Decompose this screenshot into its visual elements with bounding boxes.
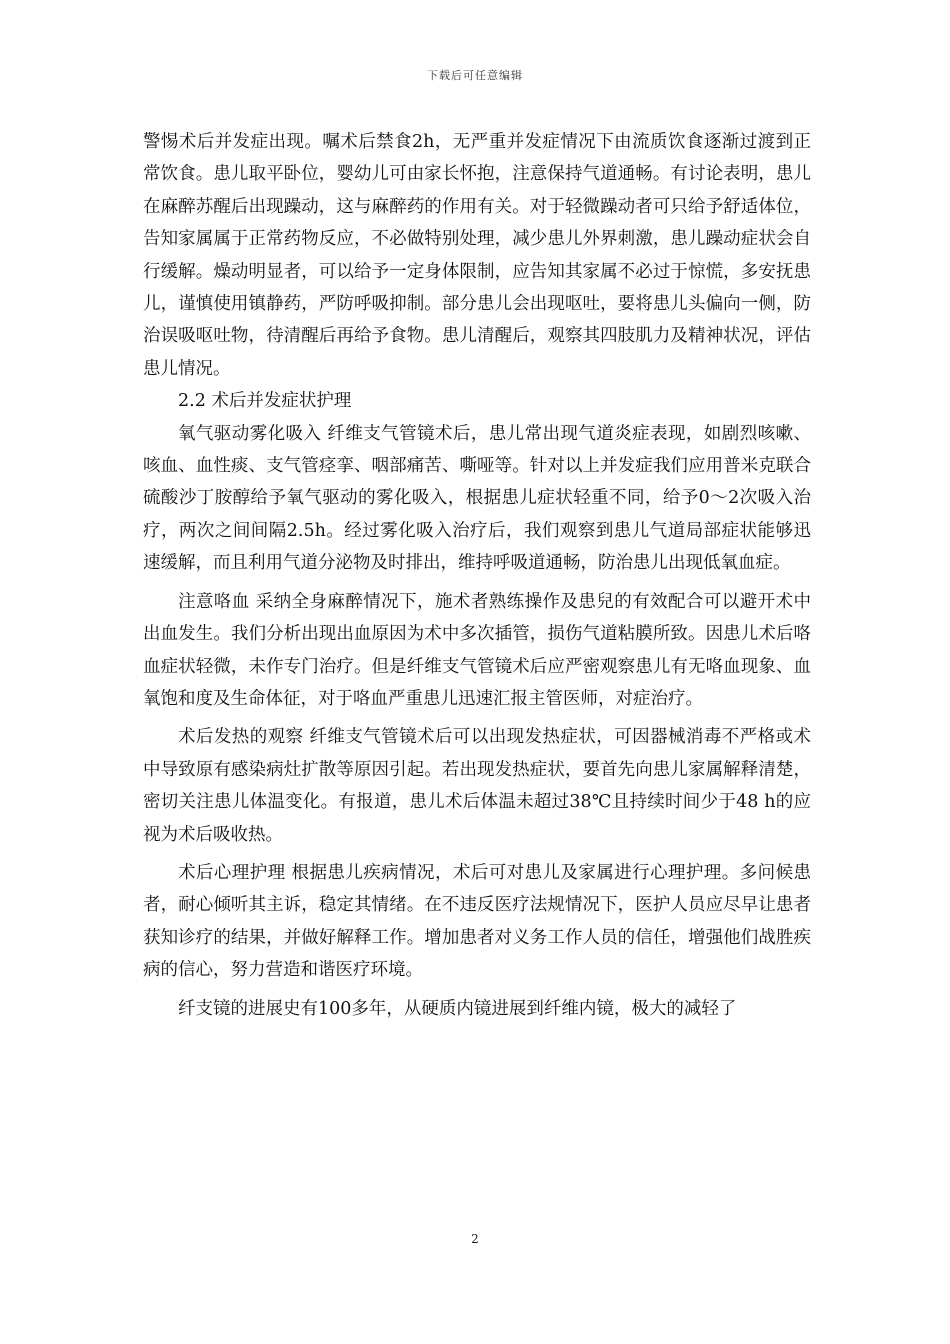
paragraph-postop-monitoring: 警惕术后并发症出现。嘱术后禁食2h，无严重并发症情况下由流质饮食逐渐过渡到正常饮食。患儿取平卧位，婴幼儿可由家长怀抱，注意保持气道通畅。有讨论表明，患儿在麻醉苏醒后出现躁动，这与麻醉药的作用有关。对于轻微躁动者可只给予舒适体位，告知家属属于正常药物反应，不必做特别处理，减少患儿外界刺激，患儿躁动症状会自行缓解。燥动明显者，可以给予一定身体限制，应告知其家属不必过于惊慌，多安抚患儿，谨慎使用镇静药，严防呼吸抑制。部分患儿会出现呕吐，要将患儿头偏向一侧，防治误吸呕吐物，待清醒后再给予食物。患儿清醒后，观察其四肢肌力及精神状况，评估患儿情况。 [143,132,811,379]
paragraph-fever: 术后发热的观察 纤维支气管镜术后可以出现发热症状，可因器械消毒不严格或术中导致原有感染病灶扩散等原因引起。若出现发热症状，要首先向患儿家属解释清楚，密切关注患儿体温变化。有报道，患儿术后体温未超过38℃且持续时间少于48 h的应视为术后吸收热。 [143,727,811,845]
paragraph-psychological-care: 术后心理护理 根据患儿疾病情况，术后可对患儿及家属进行心理护理。多问候患者，耐心倾听其主诉，稳定其情绪。在不违反医疗法规情况下，医护人员应尽早让患者获知诊疗的结果，并做好解释工作。增加患者对义务工作人员的信任，增强他们战胜疾病的信心，努力营造和谐医疗环境。 [143,862,811,981]
paragraph-hemoptysis: 注意咯血 采纳全身麻醉情况下，施术者熟练操作及患兒的有效配合可以避开术中出血发生。我们分析出现出血原因为术中多次插管，损伤气道粘膜所致。因患儿术后咯血症状轻微，未作专门治疗。但是纤维支气管镜术后应严密观察患儿有无咯血现象、血氧饱和度及生命体征，对于咯血严重患儿迅速汇报主管医师，对症治疗。 [143,591,811,709]
section-heading-2-2: 2.2 术后并发症状护理 [178,391,352,412]
page-header: 下载后可任意编辑 [427,69,523,82]
document-body [143,126,811,1025]
paragraph-history: 纤支镜的进展史有100多年，从硬质内镜进展到纤维内镜，极大的减轻了 [178,998,737,1019]
page-number: 2 [471,1232,479,1246]
paragraph-nebulization: 氧气驱动雾化吸入 纤维支气管镜术后，患儿常出现气道炎症表现，如剧烈咳嗽、咳血、血性痰、支气管痉挛、咽部痛苦、嘶哑等。针对以上并发症我们应用普米克联合硫酸沙丁胺醇给予氧气驱动的雾化吸入，根据患儿症状轻重不同，给予0～2次吸入治疗，两次之间间隔2.5h。经过雾化吸入治疗后，我们观察到患儿气道局部症状能够迅速缓解，而且利用气道分泌物及时排出，维持呼吸道通畅，防治患儿出现低氧血症。 [143,423,811,574]
